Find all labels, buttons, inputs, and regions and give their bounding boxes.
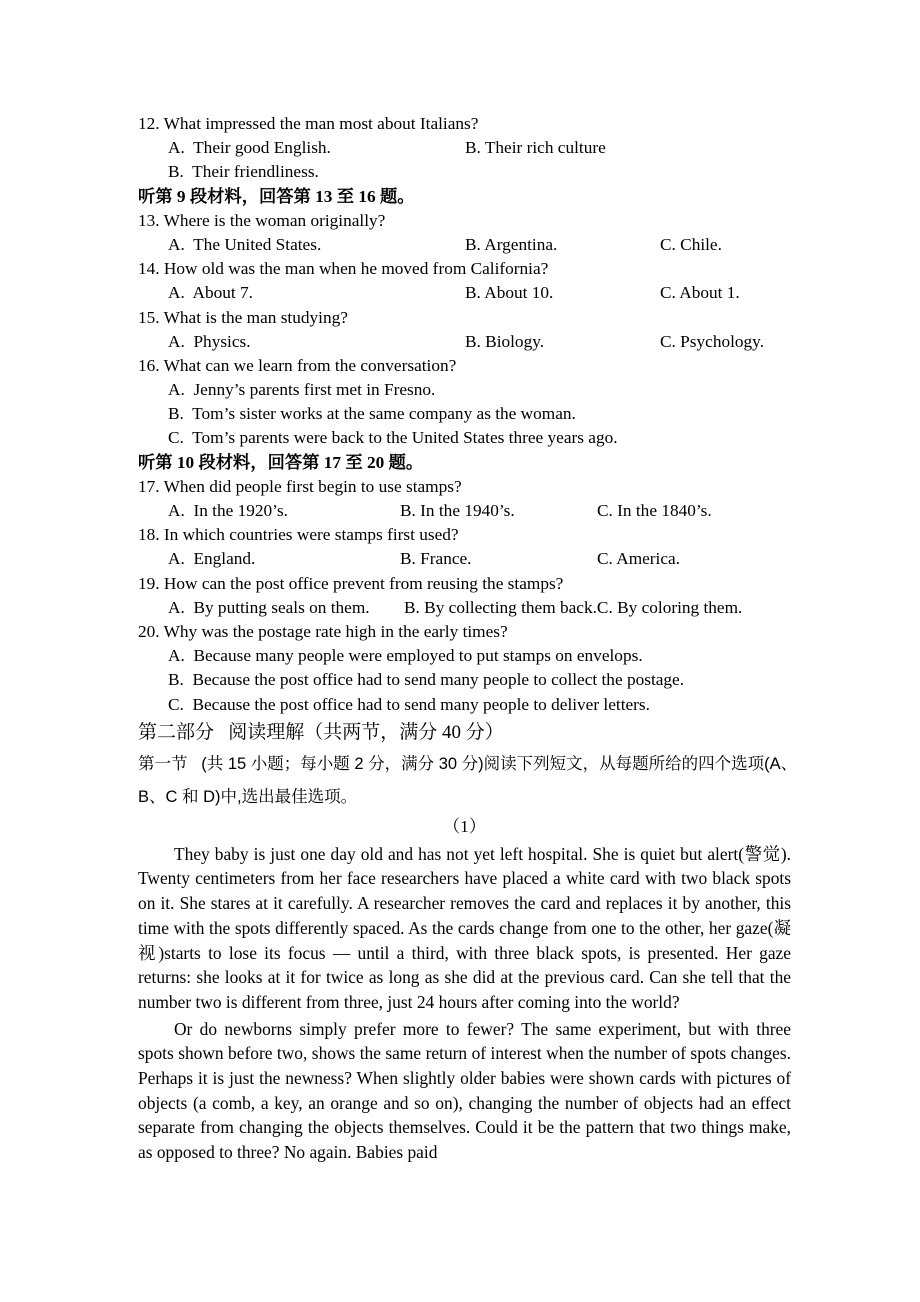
question-13-prompt: 13. Where is the woman originally?	[138, 210, 386, 230]
question-15-prompt: 15. What is the man studying?	[138, 307, 348, 327]
question-16-option-b: B. Tom’s sister works at the same company as the woman.	[168, 404, 576, 424]
question-13-option-a: A. The United States.	[168, 234, 322, 254]
question-20-option-a-row	[138, 644, 791, 668]
question-14-options-row	[138, 281, 791, 305]
question-13-option-c: C. Chile.	[660, 234, 722, 254]
question-15-option-c: C. Psychology.	[660, 331, 765, 351]
passage-number: （1）	[442, 816, 487, 836]
question-16-prompt: 16. What can we learn from the conversation?	[138, 355, 457, 375]
question-19-options-row	[138, 596, 791, 620]
question-15-options-row	[138, 330, 791, 354]
question-12-option-b2: B. Their friendliness.	[168, 162, 319, 182]
question-13-option-b: B. Argentina.	[465, 234, 558, 254]
question-12-option-a: A. Their good English.	[168, 138, 331, 158]
question-18-option-b: B. France.	[400, 549, 472, 569]
question-15-option-b: B. Biology.	[465, 331, 545, 351]
question-17-prompt: 17. When did people first begin to use stamps?	[138, 476, 462, 496]
question-20-option-a: A. Because many people were employed to put stamps on envelops.	[168, 646, 643, 666]
question-19-option-bc: B. By collecting them back.C. By coloring them.	[404, 597, 743, 617]
question-14-option-a: A. About 7.	[168, 283, 253, 303]
question-12-option-b2-row	[138, 160, 791, 184]
question-16-option-c-row	[138, 426, 791, 450]
question-19-option-a: A. By putting seals on them.	[168, 597, 370, 617]
question-14-option-b: B. About 10.	[465, 283, 554, 303]
question-17-option-c: C. In the 1840’s.	[597, 501, 712, 520]
question-12-option-b: B. Their rich culture	[465, 138, 606, 158]
question-17-options-row	[138, 499, 791, 523]
question-18-option-a: A. England.	[168, 549, 256, 569]
section-1-note-line-2: B、C 和 D)中,选出最佳选项。	[138, 787, 358, 806]
section-10-header: 听第 10 段材料，回答第 17 至 20 题。	[138, 452, 424, 472]
question-20-option-b: B. Because the post office had to send many people to collect the postage.	[168, 670, 685, 690]
question-20-option-c-row	[138, 693, 791, 717]
question-12-options-row	[138, 136, 791, 160]
part-2-header: 第二部分 阅读理解（共两节，满分 40 分）	[138, 721, 504, 743]
section-1-note-line-1: 第一节 (共 15 小题；每小题 2 分，满分 30 分)阅读下列短文，从每题所给的四个选项(A、	[138, 754, 798, 773]
question-20-option-c: C. Because the post office had to send many people to deliver letters.	[168, 694, 650, 714]
question-16-option-a-row	[138, 378, 791, 402]
question-18-prompt: 18. In which countries were stamps first used?	[138, 525, 459, 545]
question-17-option-b: B. In the 1940’s.	[400, 501, 515, 520]
question-15-option-a: A. Physics.	[168, 331, 251, 351]
question-14-option-c: C. About 1.	[660, 283, 740, 303]
question-14-prompt: 14. How old was the man when he moved from California?	[138, 259, 549, 279]
question-20-option-b-row	[138, 668, 791, 692]
question-20-prompt: 20. Why was the postage rate high in the early times?	[138, 621, 508, 641]
question-13-options-row	[138, 233, 791, 257]
question-12-prompt: 12. What impressed the man most about Italians?	[138, 114, 479, 133]
question-16-option-b-row	[138, 402, 791, 426]
question-18-option-c: C. America.	[597, 549, 681, 569]
question-19-prompt: 19. How can the post office prevent from reusing the stamps?	[138, 573, 564, 593]
exam-content	[138, 112, 798, 1165]
passage-paragraph-2: Or do newborns simply prefer more to fewer? The same experiment, but with three spots shown before two, shows the same return of interest when the number of spots changes. Perhaps it is just the newness? When slightly older babies were shown cards with pictures of objects (a comb, a key, an orange and so on), changing the number of objects had an effect separate from changing the objects themselves. Could it be the pattern that two things make, as opposed to three? No again. Babies paid	[138, 1018, 791, 1163]
section-9-header: 听第 9 段材料，回答第 13 至 16 题。	[138, 186, 415, 206]
question-18-options-row	[138, 547, 791, 571]
question-16-option-c: C. Tom’s parents were back to the United States three years ago.	[168, 428, 618, 448]
passage-paragraph-1: They baby is just one day old and has not yet left hospital. She is quiet but alert(警觉). Twenty centimeters from her face researchers have placed a white card with two black spots on it. She stares at it carefully. A researcher removes the card and replaces it by another, this time with the spots differently spaced. As the cards change from one to the other, her gaze(凝视)starts to lose its focus — until a third, with three black spots, is presented. Her gaze returns: she looks at it for twice as long as she did at the previous card. Can she tell that the number two is different from three, just 24 hours after coming into the world?	[138, 843, 791, 1012]
question-16-option-a: A. Jenny’s parents first met in Fresno.	[168, 380, 436, 400]
question-17-option-a: A. In the 1920’s.	[168, 501, 288, 520]
